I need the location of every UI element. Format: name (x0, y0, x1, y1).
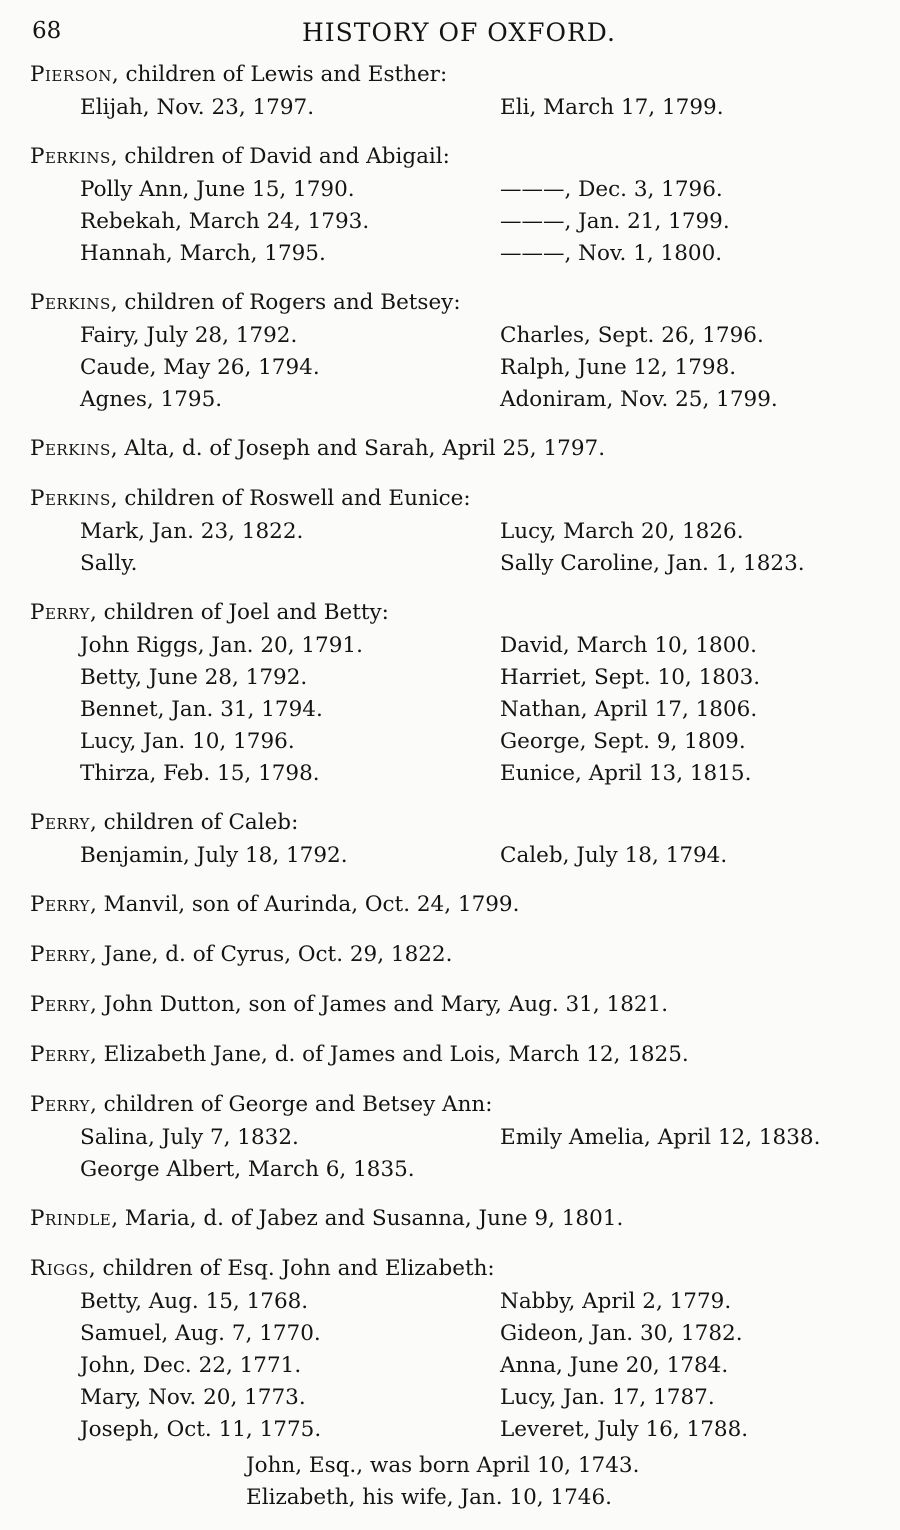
child-left: Rebekah, March 24, 1793. (80, 209, 370, 234)
child-left: Lucy, Jan. 10, 1796. (80, 729, 295, 754)
child-left: Polly Ann, June 15, 1790. (80, 177, 355, 202)
surname: Perry (30, 942, 90, 967)
child-right: Anna, June 20, 1784. (500, 1353, 729, 1378)
children-list (0, 516, 900, 580)
child-left: Joseph, Oct. 11, 1775. (80, 1417, 322, 1442)
record-entry (0, 58, 900, 124)
child-right: Nabby, April 2, 1779. (500, 1289, 732, 1314)
child-row (0, 548, 900, 580)
child-right: ———, Dec. 3, 1796. (500, 177, 723, 202)
entry-text: , Elizabeth Jane, d. of James and Lois, March 12, 1825. (89, 1042, 689, 1067)
child-right: Ralph, June 12, 1798. (500, 355, 737, 380)
child-left: Samuel, Aug. 7, 1770. (80, 1321, 321, 1346)
record-entry (0, 1252, 900, 1514)
children-list (0, 630, 900, 790)
entry-heading (0, 938, 900, 972)
record-entry (0, 938, 900, 972)
parent-notes (0, 1450, 900, 1514)
child-left: Fairy, July 28, 1792. (80, 323, 298, 348)
entry-text: , children of Rogers and Betsey: (110, 290, 461, 315)
child-row (0, 1414, 900, 1446)
child-row (0, 662, 900, 694)
child-left: Mark, Jan. 23, 1822. (80, 519, 304, 544)
child-left: Benjamin, July 18, 1792. (80, 843, 348, 868)
child-left: Betty, June 28, 1792. (80, 665, 308, 690)
children-list (0, 92, 900, 124)
child-right: Leveret, July 16, 1788. (500, 1417, 749, 1442)
entry-text: , children of Roswell and Eunice: (110, 486, 471, 511)
child-row (0, 206, 900, 238)
child-row (0, 320, 900, 352)
child-left: Bennet, Jan. 31, 1794. (80, 697, 323, 722)
surname: Perkins (30, 436, 111, 461)
entry-heading (0, 58, 900, 92)
surname: Perry (30, 1092, 90, 1117)
entry-heading (0, 1088, 900, 1122)
record-entry (0, 806, 900, 872)
child-row (0, 1318, 900, 1350)
child-row (0, 1286, 900, 1318)
child-row (0, 1154, 900, 1186)
child-right: ———, Nov. 1, 1800. (500, 241, 723, 266)
child-right: Eunice, April 13, 1815. (500, 761, 752, 786)
surname: Perry (30, 892, 90, 917)
record-entry (0, 1088, 900, 1186)
child-left: Betty, Aug. 15, 1768. (80, 1289, 309, 1314)
entry-text: , children of Caleb: (89, 810, 299, 835)
child-row (0, 1382, 900, 1414)
child-left: Elijah, Nov. 23, 1797. (80, 95, 315, 120)
child-row (0, 384, 900, 416)
record-entry (0, 140, 900, 270)
record-entry (0, 432, 900, 466)
child-row (0, 1350, 900, 1382)
child-right: Eli, March 17, 1799. (500, 95, 724, 120)
child-right: Gideon, Jan. 30, 1782. (500, 1321, 743, 1346)
surname: Prindle (30, 1206, 112, 1231)
entry-heading (0, 888, 900, 922)
child-right: Emily Amelia, April 12, 1838. (500, 1125, 821, 1150)
record-entry (0, 1202, 900, 1236)
entry-heading (0, 482, 900, 516)
surname: Pierson (30, 62, 112, 87)
entry-heading (0, 988, 900, 1022)
surname: Perry (30, 992, 90, 1017)
entry-text: , John Dutton, son of James and Mary, Aug. 31, 1821. (89, 992, 669, 1017)
child-right: ———, Jan. 21, 1799. (500, 209, 730, 234)
page-number: 68 (32, 18, 62, 44)
record-entry (0, 1038, 900, 1072)
entry-text: , children of David and Abigail: (110, 144, 450, 169)
child-left: Caude, May 26, 1794. (80, 355, 320, 380)
child-row (0, 174, 900, 206)
entry-heading (0, 1252, 900, 1286)
entry-text: , children of Lewis and Esther: (111, 62, 448, 87)
children-list (0, 1286, 900, 1446)
child-right: Sally Caroline, Jan. 1, 1823. (500, 551, 805, 576)
surname: Perkins (30, 144, 111, 169)
child-row (0, 1122, 900, 1154)
entry-text: , Alta, d. of Joseph and Sarah, April 25, 1797. (110, 436, 606, 461)
page-header (0, 12, 900, 48)
entry-text: , children of Esq. John and Elizabeth: (88, 1256, 495, 1281)
child-right: Harriet, Sept. 10, 1803. (500, 665, 761, 690)
child-left: Hannah, March, 1795. (80, 241, 326, 266)
entry-text: , Maria, d. of Jabez and Susanna, June 9, 1801. (111, 1206, 624, 1231)
child-left: John Riggs, Jan. 20, 1791. (80, 633, 363, 658)
child-left: Agnes, 1795. (80, 387, 223, 412)
entry-text: , Manvil, son of Aurinda, Oct. 24, 1799. (89, 892, 520, 917)
parent-note: Elizabeth, his wife, Jan. 10, 1746. (246, 1485, 612, 1510)
child-row (0, 758, 900, 790)
child-right: David, March 10, 1800. (500, 633, 757, 658)
child-right: George, Sept. 9, 1809. (500, 729, 746, 754)
child-left: George Albert, March 6, 1835. (80, 1157, 415, 1182)
running-title: HISTORY OF OXFORD. (302, 18, 616, 47)
child-left: John, Dec. 22, 1771. (80, 1353, 302, 1378)
surname: Perry (30, 1042, 90, 1067)
child-right: Charles, Sept. 26, 1796. (500, 323, 764, 348)
record-entry (0, 596, 900, 790)
entry-text: , Jane, d. of Cyrus, Oct. 29, 1822. (89, 942, 453, 967)
entry-text: , children of Joel and Betty: (89, 600, 389, 625)
record-entry (0, 286, 900, 416)
child-row (0, 352, 900, 384)
child-row (0, 516, 900, 548)
child-row (0, 694, 900, 726)
children-list (0, 320, 900, 416)
entry-heading (0, 1038, 900, 1072)
entry-heading (0, 806, 900, 840)
record-entry (0, 482, 900, 580)
record-entry (0, 988, 900, 1022)
entry-heading (0, 596, 900, 630)
record-entry (0, 888, 900, 922)
child-right: Nathan, April 17, 1806. (500, 697, 758, 722)
birth-records (0, 58, 900, 1530)
child-left: Salina, July 7, 1832. (80, 1125, 299, 1150)
entry-text: , children of George and Betsey Ann: (89, 1092, 493, 1117)
entry-heading (0, 286, 900, 320)
surname: Perry (30, 600, 90, 625)
child-row (0, 630, 900, 662)
children-list (0, 174, 900, 270)
child-right: Lucy, Jan. 17, 1787. (500, 1385, 715, 1410)
surname: Riggs (30, 1256, 89, 1281)
children-list (0, 1122, 900, 1186)
child-row (0, 238, 900, 270)
entry-heading (0, 432, 900, 466)
child-row (0, 92, 900, 124)
child-right: Lucy, March 20, 1826. (500, 519, 744, 544)
parent-note: John, Esq., was born April 10, 1743. (246, 1453, 640, 1478)
child-row (0, 840, 900, 872)
child-left: Mary, Nov. 20, 1773. (80, 1385, 306, 1410)
child-right: Caleb, July 18, 1794. (500, 843, 728, 868)
entry-heading (0, 140, 900, 174)
children-list (0, 840, 900, 872)
surname: Perkins (30, 486, 111, 511)
child-left: Sally. (80, 551, 138, 576)
child-right: Adoniram, Nov. 25, 1799. (500, 387, 778, 412)
entry-heading (0, 1202, 900, 1236)
surname: Perry (30, 810, 90, 835)
surname: Perkins (30, 290, 111, 315)
child-row (0, 726, 900, 758)
child-left: Thirza, Feb. 15, 1798. (80, 761, 320, 786)
